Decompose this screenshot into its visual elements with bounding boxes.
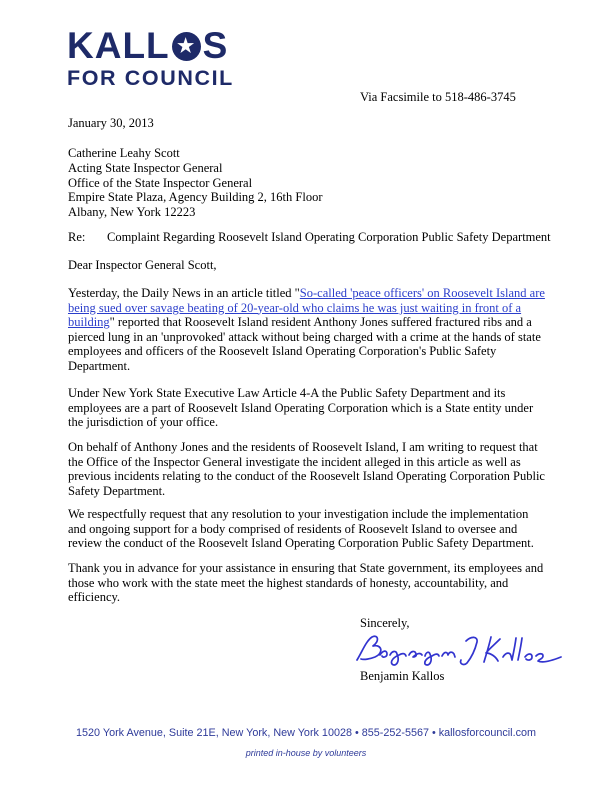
logo-tagline: FOR COUNCIL xyxy=(67,66,234,90)
letter-date: January 30, 2013 xyxy=(68,116,154,130)
re-subject: Complaint Regarding Roosevelt Island Operating Corporation Public Safety Department xyxy=(107,230,551,244)
logo-wordmark xyxy=(67,27,234,64)
footer-printed-line: printed in-house by volunteers xyxy=(245,748,367,758)
star-icon xyxy=(172,32,201,61)
signature-ink xyxy=(354,633,564,673)
signature-svg xyxy=(354,633,564,669)
daily-news-article-link[interactable]: So-called 'peace officers' on Roosevelt Island are being sued over savage beating of 20-year-old who claims he was just waiting in front of a building xyxy=(68,286,545,330)
closing-salutation: Sincerely, xyxy=(360,616,410,630)
paragraph-1-trail: " reported that Roosevelt Island resident Anthony Jones suffered fractured ribs and a pierced lung in an 'unprovoked' attack without being charged with a crime at the hands of state employees and officers of the Roosevelt Island Operating Corporation's Public Safety Department. xyxy=(68,315,541,373)
campaign-logo xyxy=(67,27,234,90)
paragraph-4: We respectfully request that any resolution to your investigation include the implementation and ongoing support for a body comprised of residents of Roosevelt Island to oversee and review the conduct of the Roosevelt Island Operating Corporation Public Safety Department. xyxy=(68,507,534,551)
paragraph-1 xyxy=(68,286,548,374)
via-facsimile-line: Via Facsimile to 518-486-3745 xyxy=(360,90,516,104)
paragraph-1-lead: Yesterday, the Daily News in an article titled " xyxy=(68,286,300,300)
logo-text-start: KALL xyxy=(67,25,170,66)
recipient-line: Albany, New York 12223 xyxy=(68,205,196,220)
salutation: Dear Inspector General Scott, xyxy=(68,258,217,272)
re-line xyxy=(68,230,551,245)
paragraph-5: Thank you in advance for your assistance in ensuring that State government, its employees and those who work with the state meet the highest standards of honesty, accountability, and efficiency. xyxy=(68,561,544,605)
logo-text-end: S xyxy=(202,25,229,66)
paragraph-3: On behalf of Anthony Jones and the residents of Roosevelt Island, I am writing to request that the Office of the Inspector General investigate the incident alleged in this article as well as previous incidents relating to the conduct of the Roosevelt Island Operating Corporation Public Safety Department. xyxy=(68,440,545,498)
recipient-line: Acting State Inspector General xyxy=(68,160,223,175)
recipient-address-block xyxy=(68,146,322,220)
signed-name: Benjamin Kallos xyxy=(360,669,445,683)
footer-contact-line: 1520 York Avenue, Suite 21E, New York, New York 10028 • 855-252-5567 • kallosforcouncil.com xyxy=(76,727,536,739)
re-label: Re: xyxy=(68,230,86,244)
recipient-line: Office of the State Inspector General xyxy=(68,175,253,190)
recipient-line: Catherine Leahy Scott xyxy=(68,146,180,160)
paragraph-2: Under New York State Executive Law Article 4-A the Public Safety Department and its employees are a part of Roosevelt Island Operating Corporation which is a State entity under the jurisdiction of your office. xyxy=(68,386,534,430)
star-glyph: ★ xyxy=(177,36,196,57)
recipient-line: Empire State Plaza, Agency Building 2, 16th Floor xyxy=(68,190,323,205)
